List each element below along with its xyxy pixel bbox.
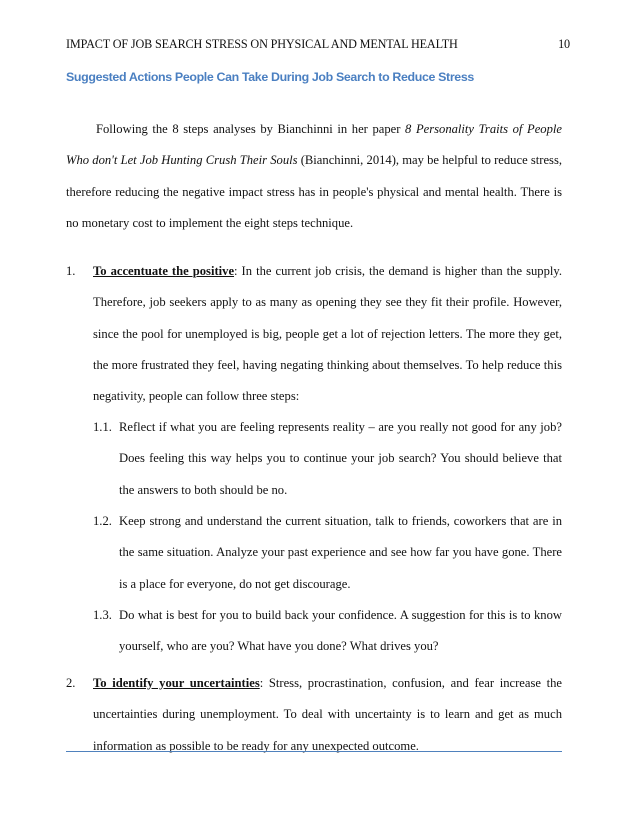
list-item-number: 2.: [66, 676, 76, 690]
sub-item-text: Reflect if what you are feeling represents reality – are you really not good for any job? Does feeling this way helps you to continue your job search? You should believe that the answers to both should be no.: [119, 420, 562, 497]
page-number: 10: [558, 37, 570, 51]
sub-item-number: 1.2.: [93, 514, 112, 528]
list-item-number: 1.: [66, 264, 76, 278]
paper-title: 8 Personality Traits of People Who don't Let Job Hunting Crush Their Souls: [66, 122, 562, 168]
list-item-2: [66, 668, 562, 762]
list-item-1: [66, 256, 562, 412]
sub-item-text: Do what is best for you to build back your confidence. A suggestion for this is to know yourself, who are you? What have you done? What drives you?: [119, 608, 562, 654]
sub-item-number: 1.3.: [93, 608, 112, 622]
sub-item-text: Keep strong and understand the current situation, talk to friends, coworkers that are in the same situation. Analyze your past experience and see how far you have gone. There is a place for everyone, do not get discourage.: [119, 514, 562, 591]
footer-rule: [66, 751, 562, 752]
sub-item-1-3: [93, 600, 562, 663]
intro-paragraph: [66, 114, 562, 239]
sub-item-1-1: [93, 412, 562, 506]
list-item-keyword: To identify your uncertainties: [93, 676, 260, 690]
list-item-text: : In the current job crisis, the demand is higher than the supply. Therefore, job seekers apply to as many as opening they see they fit their profile. However, since the pool for unemployed is big, people get a lot of rejection letters. The more they get, the more frustrated they feel, having negating thinking about themselves. To help reduce this negativity, people can follow three steps:: [93, 264, 562, 404]
sub-item-1-2: [93, 506, 562, 600]
running-head: [66, 36, 570, 52]
list-item-keyword: To accentuate the positive: [93, 264, 235, 278]
intro-rest: (Bianchinni, 2014), may be helpful to reduce stress, therefore reducing the negative impact stress has in people's physical and mental health. There is no monetary cost to implement the eight steps technique.: [66, 153, 562, 230]
intro-lead: Following the 8 steps analyses by Bianchinni in her paper: [96, 122, 406, 136]
sub-item-number: 1.1.: [93, 420, 112, 434]
section-heading: Suggested Actions People Can Take During Job Search to Reduce Stress: [66, 70, 474, 84]
list-item-text: : Stress, procrastination, confusion, and fear increase the uncertainties during unemployment. To deal with uncertainty is to learn and get as much information as possible to be ready for any unexpected outcome.: [93, 676, 562, 753]
running-title: IMPACT OF JOB SEARCH STRESS ON PHYSICAL AND MENTAL HEALTH: [66, 37, 458, 51]
